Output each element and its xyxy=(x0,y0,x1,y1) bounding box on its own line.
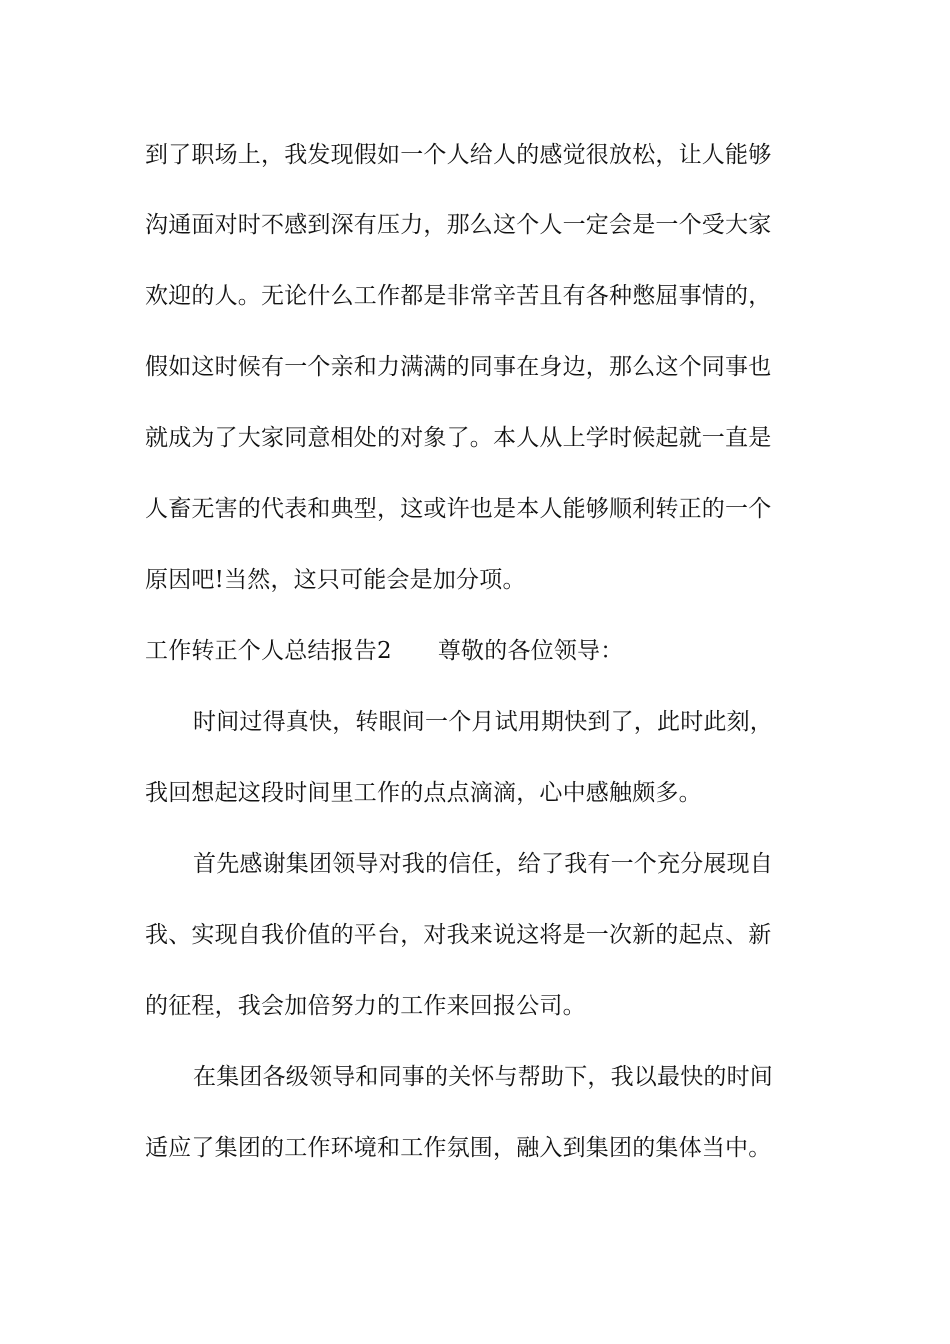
heading-salutation: 尊敬的各位领导： xyxy=(437,638,624,664)
text-line: 沟通面对时不感到深有压力，那么这个人一定会是一个受大家 xyxy=(145,212,772,238)
paragraph-line: 我、实现自我价值的平台，对我来说这将是一次新的起点、新 xyxy=(145,922,772,948)
text-line: 欢迎的人。无论什么工作都是非常辛苦且有各种憋屈事情的， xyxy=(145,283,772,309)
paragraph-line: 在集团各级领导和同事的关怀与帮助下，我以最快的时间 xyxy=(193,1064,773,1090)
text-line: 到了职场上，我发现假如一个人给人的感觉很放松，让人能够 xyxy=(145,142,772,168)
paragraph-line: 我回想起这段时间里工作的点点滴滴，心中感触颇多。 xyxy=(145,780,702,806)
paragraph-line: 时间过得真快，转眼间一个月试用期快到了，此时此刻， xyxy=(193,709,773,735)
heading-title: 工作转正个人总结报告2 xyxy=(145,638,392,664)
paragraph-line: 的征程，我会加倍努力的工作来回报公司。 xyxy=(145,993,586,1019)
text-line: 就成为了大家同意相处的对象了。本人从上学时候起就一直是 xyxy=(145,425,772,451)
text-line: 人畜无害的代表和典型，这或许也是本人能够顺利转正的一个 xyxy=(145,496,772,522)
text-line: 假如这时候有一个亲和力满满的同事在身边，那么这个同事也 xyxy=(145,354,772,380)
text-line: 原因吧!当然，这只可能会是加分项。 xyxy=(145,567,526,593)
paragraph-line: 适应了集团的工作环境和工作氛围，融入到集团的集体当中。 xyxy=(145,1135,772,1161)
section-heading xyxy=(145,636,825,666)
paragraph-line: 首先感谢集团领导对我的信任，给了我有一个充分展现自 xyxy=(193,851,773,877)
